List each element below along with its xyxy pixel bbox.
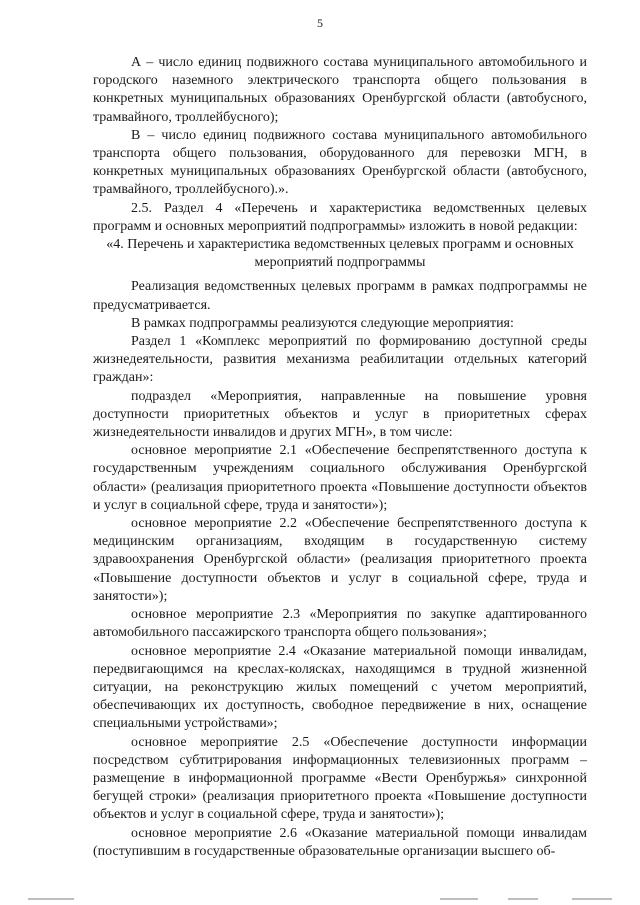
paragraph-activity-2-3: основное мероприятие 2.3 «Мероприятия по закупке адаптированного автомобильного пассажирского транспорта общего пользования»; xyxy=(93,607,587,641)
paragraph-activities-intro: В рамках подпрограммы реализуются следующие мероприятия: xyxy=(131,315,514,331)
paragraph-section-1: Раздел 1 «Комплекс мероприятий по формированию доступной среды жизнедеятельности, развития механизма реабилитации отдельных категорий граждан»: xyxy=(93,334,587,386)
paragraph-section-2-5: 2.5. Раздел 4 «Перечень и характеристика ведомственных целевых программ и основных мероприятий подпрограммы» изложить в новой редакции: xyxy=(93,200,587,234)
scan-edge-noise xyxy=(0,898,640,902)
paragraph-activity-2-5: основное мероприятие 2.5 «Обеспечение доступности информации посредством субтитрирования информационных телевизионных программ – размещение в информационной программе «Вести Оренбуржья» синхронной бегущей строки» (реализация приоритетного проекта «Повышение доступности объектов и услуг в социальной сфере, труда и занятости»); xyxy=(93,734,587,823)
paragraph-activity-2-4: основное мероприятие 2.4 «Оказание материальной помощи инвалидам, передвигающимся на креслах-колясках, находящимся в трудной жизненной ситуации, на реконструкцию жилых помещений с учетом мероприятий, обеспечивающих их доступность, свободное передвижение в них, оснащение специальными устройствами»; xyxy=(93,643,587,732)
page-number: 5 xyxy=(317,16,323,30)
paragraph-programs-note: Реализация ведомственных целевых программ в рамках подпрограммы не предусматривается. xyxy=(93,279,587,313)
paragraph-activity-2-1: основное мероприятие 2.1 «Обеспечение беспрепятственного доступа к государственным учреждениям социального обслуживания Оренбургской области» (реализация приоритетного проекта «Повышение доступности объектов и услуг в социальной сфере, труда и занятости»); xyxy=(93,443,587,513)
paragraph-definition-a: А – число единиц подвижного состава муниципального автомобильного и городского наземного электрического транспорта общего пользования в конкретных муниципальных образованиях Оренбургской области (автобусного, трамвайного, троллейбусного); xyxy=(93,55,587,125)
document-body xyxy=(93,54,587,861)
paragraph-activity-2-2: основное мероприятие 2.2 «Обеспечение беспрепятственного доступа к медицинским организациям, входящим в государственную систему здравоохранения Оренбургской области» (реализация приоритетного проекта «Повышение доступности объектов и услуг в социальной сфере, труда и занятости»); xyxy=(93,516,587,604)
paragraph-activity-2-6: основное мероприятие 2.6 «Оказание материальной помощи инвалидам (поступившим в государственные образовательные организации высшего об- xyxy=(93,825,587,859)
section-heading: «4. Перечень и характеристика ведомственных целевых программ и основных мероприятий подпрограммы xyxy=(106,237,574,271)
paragraph-definition-b: В – число единиц подвижного состава муниципального автомобильного транспорта общего пользования, оборудованного для перевозки МГН, в конкретных муниципальных образованиях Оренбургской области (автобусного, трамвайного, троллейбусного).». xyxy=(93,127,587,198)
paragraph-subsection: подраздел «Мероприятия, направленные на повышение уровня доступности приоритетных объектов и услуг в приоритетных сферах жизнедеятельности инвалидов и других МГН», в том числе: xyxy=(93,388,587,441)
